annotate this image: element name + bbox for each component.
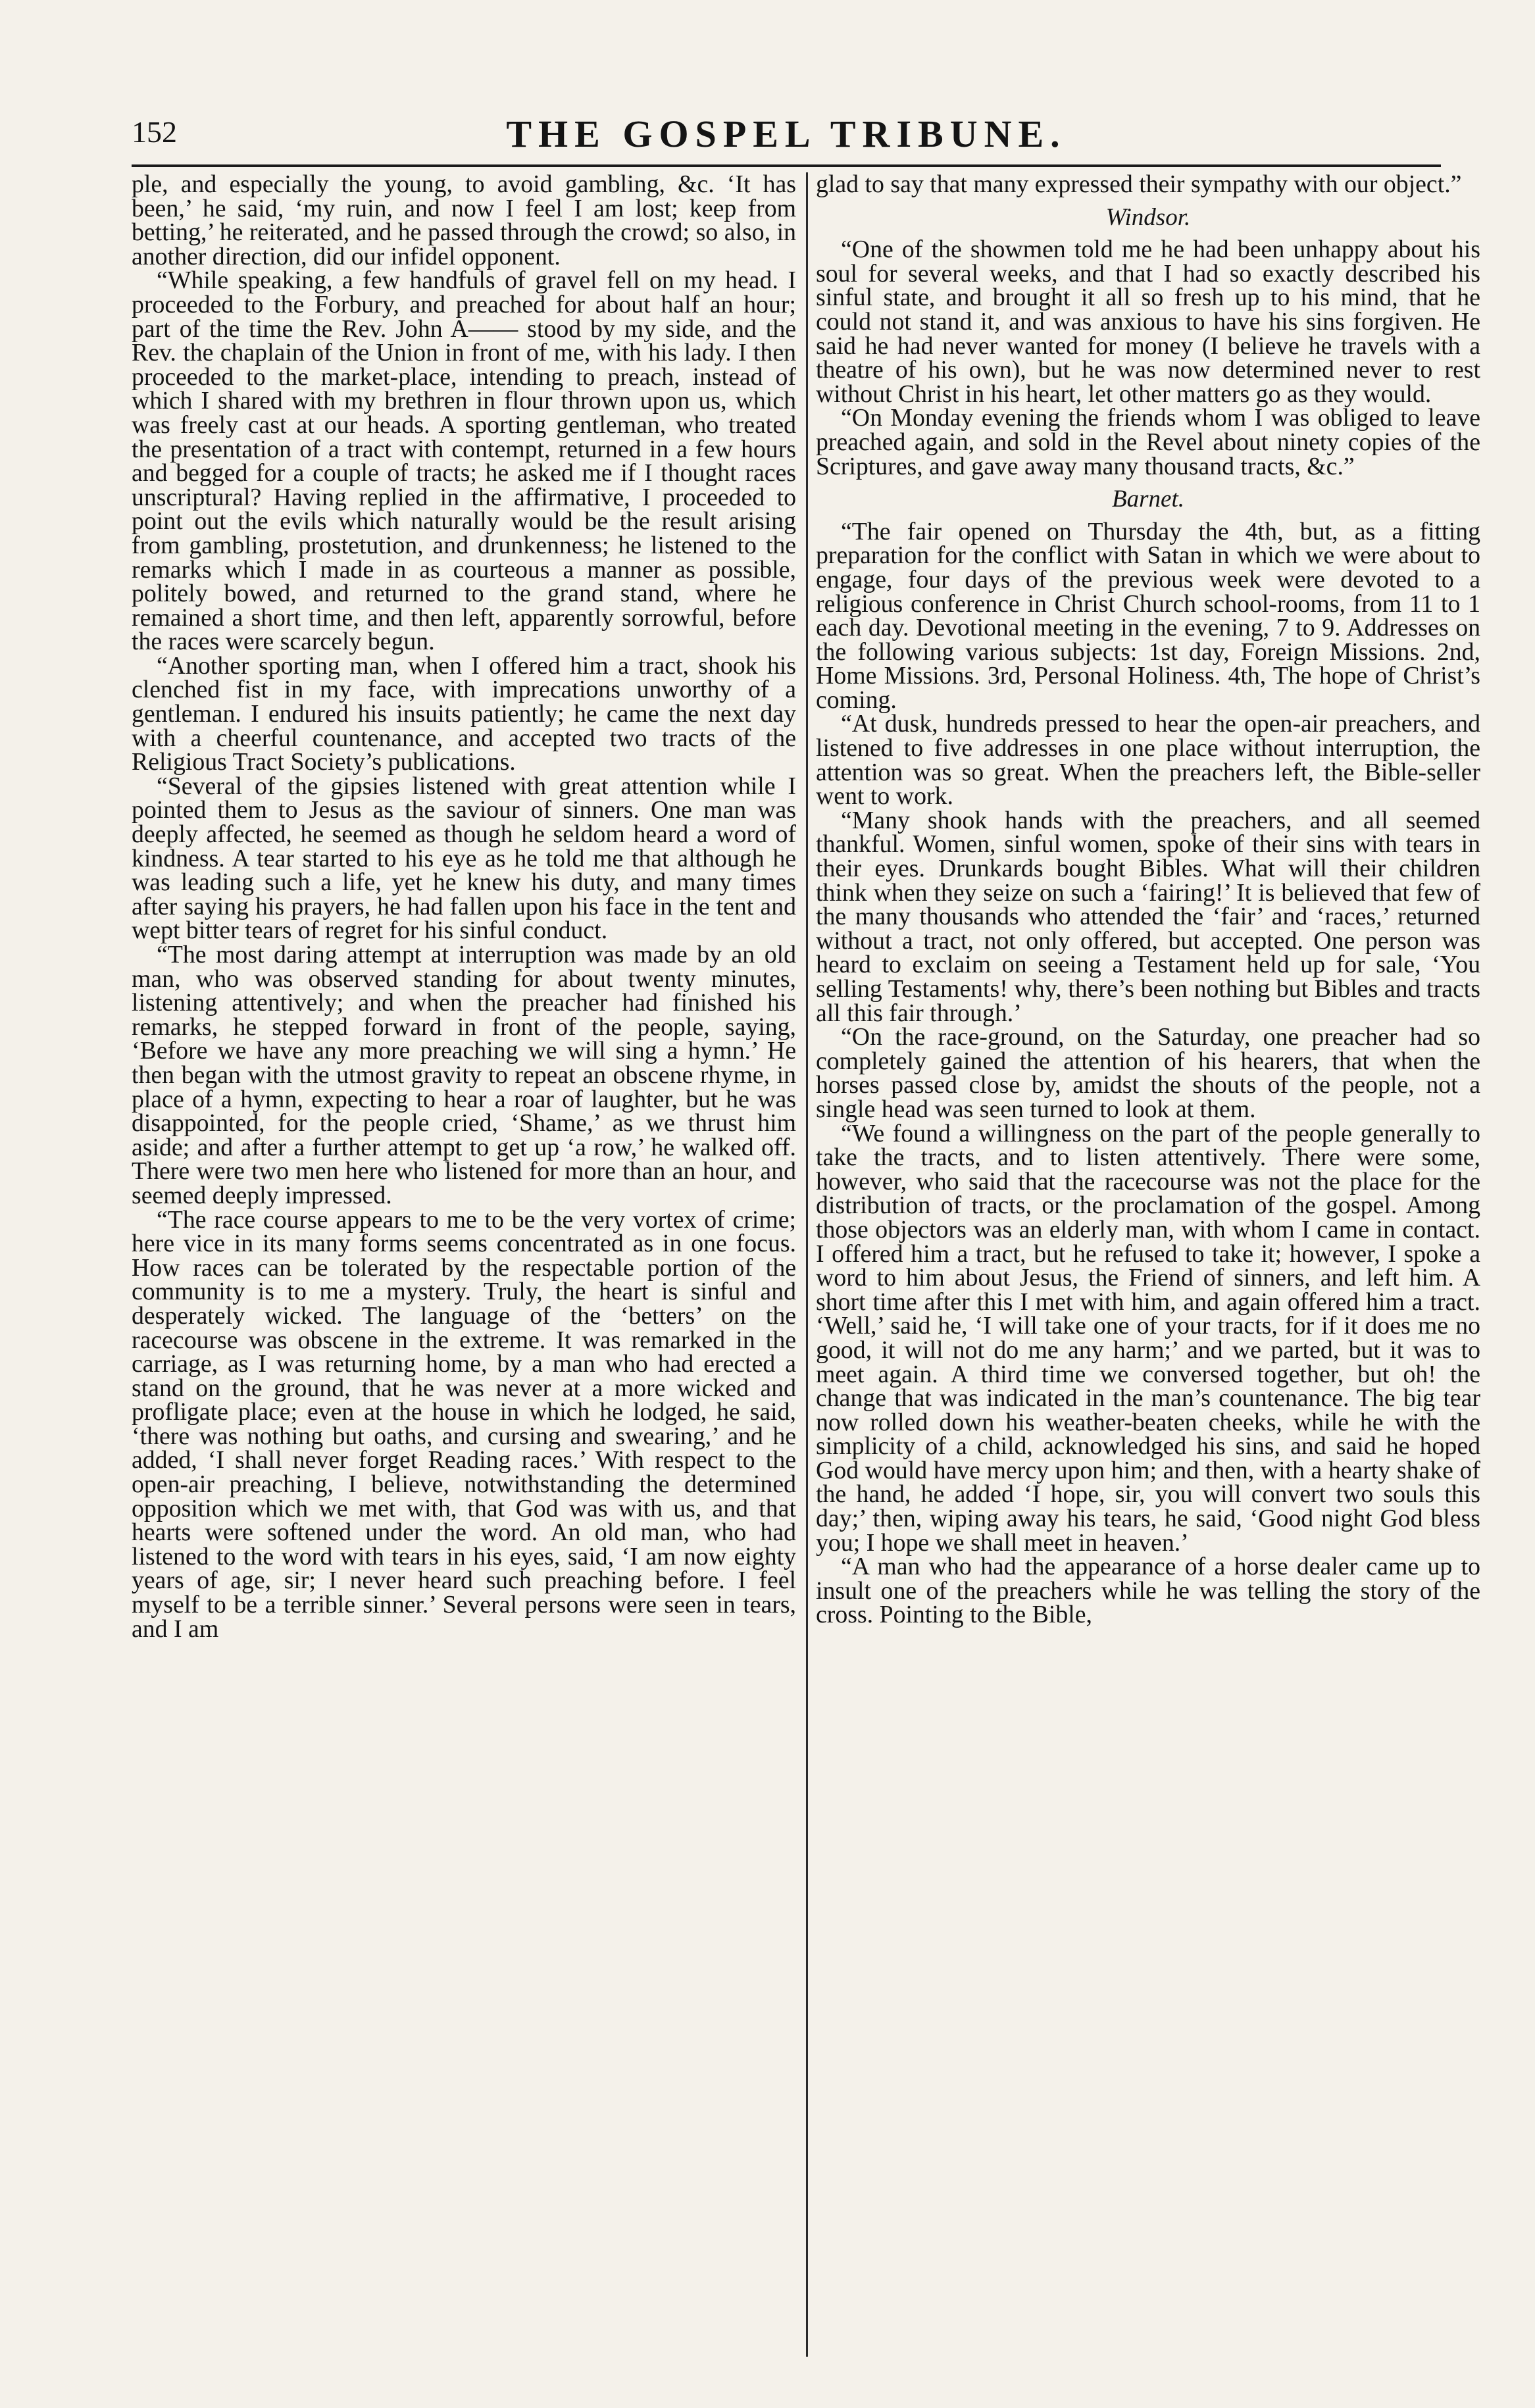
paragraph: “On Monday evening the friends whom I was obliged to leave preached again, and sold in the Revel about ninety copies of the Scriptures, and gave away many thousand tracts, &c.”	[816, 404, 1480, 480]
section-heading-windsor: Windsor.	[1105, 203, 1191, 231]
paragraph: “A man who had the appearance of a horse dealer came up to insult one of the preachers while he was telling the story of the cross. Pointing to the Bible,	[816, 1553, 1480, 1629]
paragraph: “Another sporting man, when I offered him a tract, shook his clenched fist in my face, with imprecations unworthy of a gentleman. I endured his insuits patiently; he came the next day with a cheerful countenance, and accepted two tracts of the Religious Tract Society’s publications.	[132, 651, 796, 776]
page-header	[132, 112, 1441, 167]
section-heading-barnet: Barnet.	[1112, 486, 1184, 513]
column-divider	[806, 172, 808, 2357]
left-column	[132, 172, 796, 2357]
paragraph: “The most daring attempt at interruption was made by an old man, who was observed standing for about twenty minutes, listening attentively; and when the preacher had finished his remarks, he stepped forward in front of the people, saying, ‘Before we have any more preaching we will sing a hymn.’ He then began with the utmost gravity to repeat an obscene rhyme, in place of a hymn, expecting to hear a roar of laughter, but he was disappointed, for the people cried, ‘Shame,’ as we thrust him aside; and after a further attempt to get up ‘a row,’ he walked off. There were two men here who listened for more than an hour, and seemed deeply impressed.	[132, 941, 796, 1209]
paragraph: ple, and especially the young, to avoid gambling, &c. ‘It has been,’ he said, ‘my ruin, and now I feel I am lost; keep from betting,’ he reiterated, and he passed through the crowd; so also, in another direction, did our infidel opponent.	[132, 172, 796, 270]
paragraph: “Several of the gipsies listened with great attention while I pointed them to Jesus as the saviour of sinners. One man was deeply affected, he seemed as though he seldom heard a word of kindness. A tear started to his eye as he told me that although he was leading such a life, yet he knew his duty, and many times after saying his prayers, he had fallen upon his face in the tent and wept bitter tears of regret for his sinful conduct.	[132, 772, 796, 945]
paragraph: “While speaking, a few handfuls of gravel fell on my head. I proceeded to the Forbury, and preached for about half an hour; part of the time the Rev. John A—— stood by my side, and the Rev. the chaplain of the Union in front of me, with his lady. I then proceeded to the market-place, intending to preach, instead of which I shared with my brethren in flour thrown upon us, which was freely cast at our heads. A sporting gentleman, who treated the presentation of a tract with contempt, returned in a few hours and begged for a couple of tracts; he asked me if I thought races unscriptural? Having replied in the affirmative, I proceeded to point out the evils which naturally would be the result arising from gambling, prostetution, and drunkenness; he listened to the remarks which I made in as courteous a manner as possible, politely bowed, and returned to the grand stand, where he remained a short time, and then left, apparently sorrowful, before the races were scarcely begun.	[132, 266, 796, 656]
paragraph: “One of the showmen told me he had been unhappy about his soul for several weeks, and that I had so exactly described his sinful state, and brought it all so fresh up to his mind, that he could not stand it, and was anxious to have his sins forgiven. He said he had never wanted for money (I believe he travels with a theatre of his own), but he was now determined never to rest without Christ in his heart, let other matters go as they would.	[816, 236, 1480, 408]
running-title: THE GOSPEL TRIBUNE.	[506, 113, 1067, 155]
paragraph: “On the race-ground, on the Saturday, one preacher had so completely gained the attention of his hearers, that when the horses passed close by, amidst the shouts of the people, not a single head was seen turned to look at them.	[816, 1023, 1480, 1123]
right-column	[816, 172, 1480, 2357]
paragraph: “We found a willingness on the part of the people generally to take the tracts, and to listen attentively. There were some, however, who said that the racecourse was not the place for the distribution of tracts, or the proclamation of the gospel. Among those objectors was an elderly man, with whom I came in contact. I offered him a tract, but he refused to take it; however, I spoke a word to him about Jesus, the Friend of sinners, and left him. A short time after this I met with him, and again offered him a tract. ‘Well,’ said he, ‘I will take one of your tracts, for if it does me no good, it will not do me any harm;’ and we parted, but it was to meet again. A third time we conversed together, but oh! the change that was indicated in the man’s countenance. The big tear now rolled down his weather-beaten cheeks, while he with the simplicity of a child, acknowledged his sins, and said he hoped God would have mercy upon him; and then, with a hearty shake of the hand, he added ‘I hope, sir, you will convert two souls this day;’ then, wiping away his tears, he said, ‘Good night God bless you; I hope we shall meet in heaven.’	[816, 1119, 1480, 1557]
page-number: 152	[132, 115, 177, 149]
paragraph: glad to say that many expressed their sympathy with our object.”	[816, 172, 1462, 198]
paragraph: “Many shook hands with the preachers, and all seemed thankful. Women, sinful women, spoke of their sins with tears in their eyes. Drunkards bought Bibles. What will their children think when they seize on such a ‘fairing!’ It is believed that few of the many thousands who attended the ‘fair’ and ‘races,’ returned without a tract, not only offered, but accepted. One person was heard to exclaim on seeing a Testament held up for sale, ‘You selling Testaments! why, there’s been nothing but Bibles and tracts all this fair through.’	[816, 806, 1480, 1027]
paragraph: “At dusk, hundreds pressed to hear the open-air preachers, and listened to five addresses in one place without interruption, the attention was so great. When the preachers left, the Bible-seller went to work.	[816, 710, 1480, 811]
paragraph: “The fair opened on Thursday the 4th, but, as a fitting preparation for the conflict with Satan in which we were about to engage, four days of the previous week were devoted to a religious conference in Christ Church school-rooms, from 11 to 1 each day. Devotional meeting in the evening, 7 to 9. Addresses on the following various subjects: 1st day, Foreign Missions. 2nd, Home Missions. 3rd, Personal Holiness. 4th, The hope of Christ’s coming.	[816, 517, 1480, 714]
paragraph: “The race course appears to me to be the very vortex of crime; here vice in its many forms seems concentrated as in one focus. How races can be tolerated by the respectable portion of the community is to me a mystery. Truly, the heart is sinful and desperately wicked. The language of the ‘betters’ on the racecourse was obscene in the extreme. It was remarked in the carriage, as I was returning home, by a man who had erected a stand on the ground, that he was never at a more wicked and profligate place; even at the house in which he lodged, he said, ‘there was nothing but oaths, and cursing and swearing,’ and he added, ‘I shall never forget Reading races.’ With respect to the open-air preaching, I believe, notwithstanding the determined opposition which we met with, that God was with us, and that hearts were softened under the word. An old man, who had listened to the word with tears in his eyes, said, ‘I am now eighty years of age, sir; I never heard such preaching before. I feel myself to be a terrible sinner.’ Several persons were seen in tears, and I am	[132, 1205, 796, 1643]
